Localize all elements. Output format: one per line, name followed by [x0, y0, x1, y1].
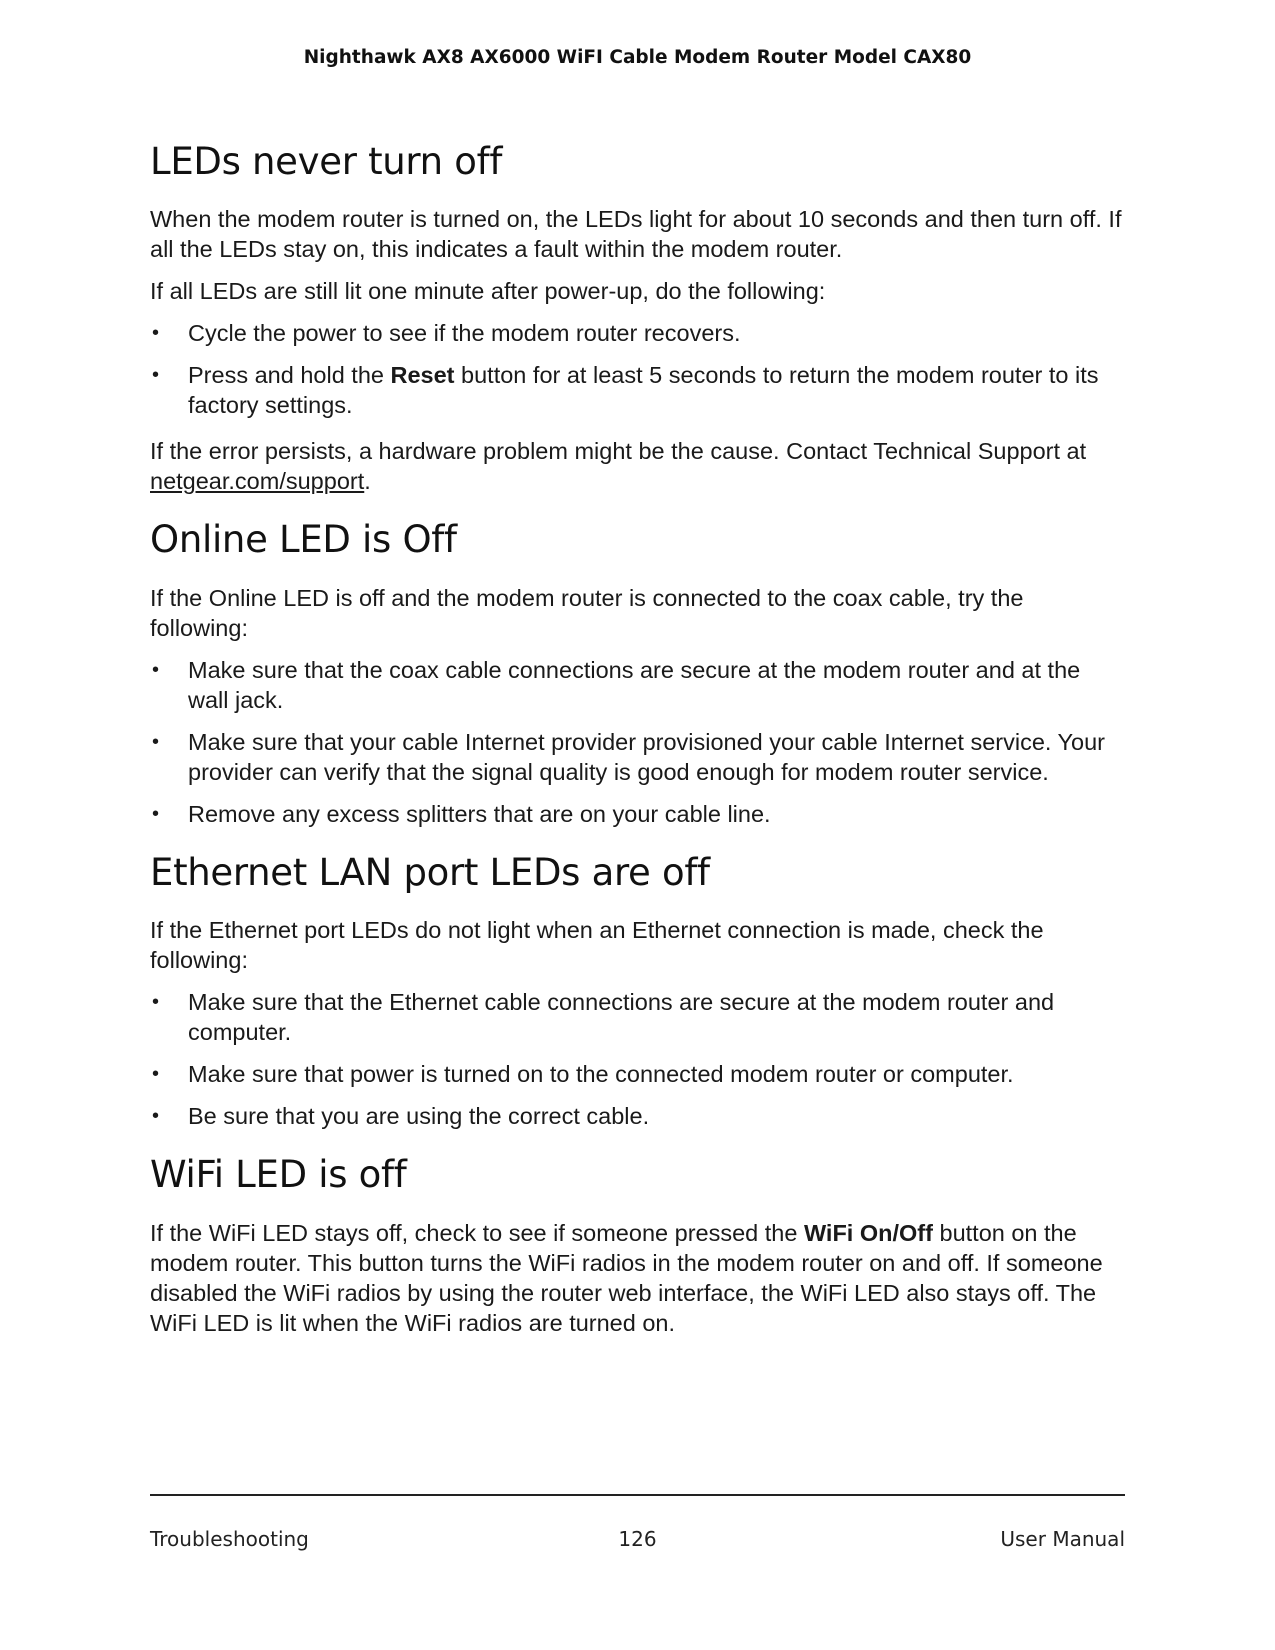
- list-item: [150, 360, 1125, 420]
- footer-divider: [150, 1494, 1125, 1496]
- paragraph: [150, 436, 1125, 496]
- section-heading: Ethernet LAN port LEDs are off: [150, 850, 710, 894]
- footer-page-number: 126: [618, 1527, 657, 1551]
- list-item-text: Press and hold the: [188, 362, 391, 389]
- paragraph: If the Online LED is off and the modem router is connected to the coax cable, try the following:: [150, 584, 1024, 641]
- bullet-list: [150, 987, 1125, 1131]
- support-link[interactable]: netgear.com/support: [150, 468, 365, 495]
- list-item-text: Make sure that power is turned on to the connected modem router or computer.: [188, 1061, 1014, 1088]
- list-item: [150, 727, 1125, 787]
- list-item: [150, 655, 1125, 715]
- list-item-text: button for at least 5 seconds to return the modem router to its factory settings.: [188, 362, 1099, 419]
- bullet-icon: •: [152, 1105, 160, 1128]
- section-online-led-off: [150, 518, 1125, 828]
- page-header-title: Nighthawk AX8 AX6000 WiFI Cable Modem Router Model CAX80: [303, 47, 972, 68]
- list-item-text: Make sure that the coax cable connections are secure at the modem router and at the wall jack.: [188, 656, 1081, 713]
- document-body: [150, 140, 1125, 1360]
- list-item-text: Make sure that the Ethernet cable connections are secure at the modem router and computer.: [188, 989, 1055, 1046]
- list-item-text: Be sure that you are using the correct cable.: [188, 1103, 650, 1130]
- list-item: [150, 987, 1125, 1047]
- paragraph: If all LEDs are still lit one minute after power-up, do the following:: [150, 278, 826, 305]
- bullet-icon: •: [152, 322, 160, 345]
- bullet-icon: •: [152, 1063, 160, 1086]
- list-item: [150, 1059, 1125, 1089]
- footer-manual-label: User Manual: [1000, 1527, 1125, 1551]
- paragraph-text: button on the modem router. This button turns the WiFi radios in the modem router on and off. If someone disabled the WiFi radios by using the router web interface, the WiFi LED also stays off. The WiFi LED is lit when the WiFi radios are turned on.: [150, 1219, 1103, 1336]
- list-item: [150, 318, 1125, 348]
- paragraph-text: If the error persists, a hardware problem might be the cause. Contact Technical Support at: [150, 438, 1087, 465]
- list-item: [150, 799, 1125, 829]
- bullet-icon: •: [152, 991, 160, 1014]
- footer-chapter: Troubleshooting: [150, 1527, 309, 1551]
- paragraph: If the Ethernet port LEDs do not light when an Ethernet connection is made, check the following:: [150, 917, 1044, 974]
- section-ethernet-led-off: [150, 851, 1125, 1131]
- paragraph-text: If the WiFi LED stays off, check to see if someone pressed the: [150, 1219, 804, 1246]
- bullet-list: [150, 318, 1125, 420]
- list-item-text: Make sure that your cable Internet provider provisioned your cable Internet service. Your provider can verify that the signal quality is good enough for modem router service.: [188, 728, 1106, 785]
- section-wifi-led-off: [150, 1153, 1125, 1337]
- reset-button-term: Reset: [390, 362, 455, 389]
- paragraph-text: .: [364, 468, 371, 495]
- section-leds-never-turn-off: [150, 140, 1125, 496]
- section-heading: WiFi LED is off: [150, 1153, 407, 1197]
- paragraph: When the modem router is turned on, the LEDs light for about 10 seconds and then turn off. If all the LEDs stay on, this indicates a fault within the modem router.: [150, 206, 1122, 263]
- bullet-icon: •: [152, 364, 160, 387]
- wifi-onoff-button-term: WiFi On/Off: [803, 1219, 933, 1246]
- section-heading: LEDs never turn off: [150, 140, 503, 183]
- bullet-icon: •: [152, 802, 160, 825]
- bullet-icon: •: [152, 658, 160, 681]
- list-item: [150, 1101, 1125, 1131]
- list-item-text: Cycle the power to see if the modem router recovers.: [188, 320, 741, 347]
- list-item-text: Remove any excess splitters that are on your cable line.: [188, 800, 771, 827]
- paragraph: [150, 1218, 1125, 1338]
- bullet-list: [150, 655, 1125, 829]
- section-heading: Online LED is Off: [150, 518, 457, 562]
- bullet-icon: •: [152, 730, 160, 753]
